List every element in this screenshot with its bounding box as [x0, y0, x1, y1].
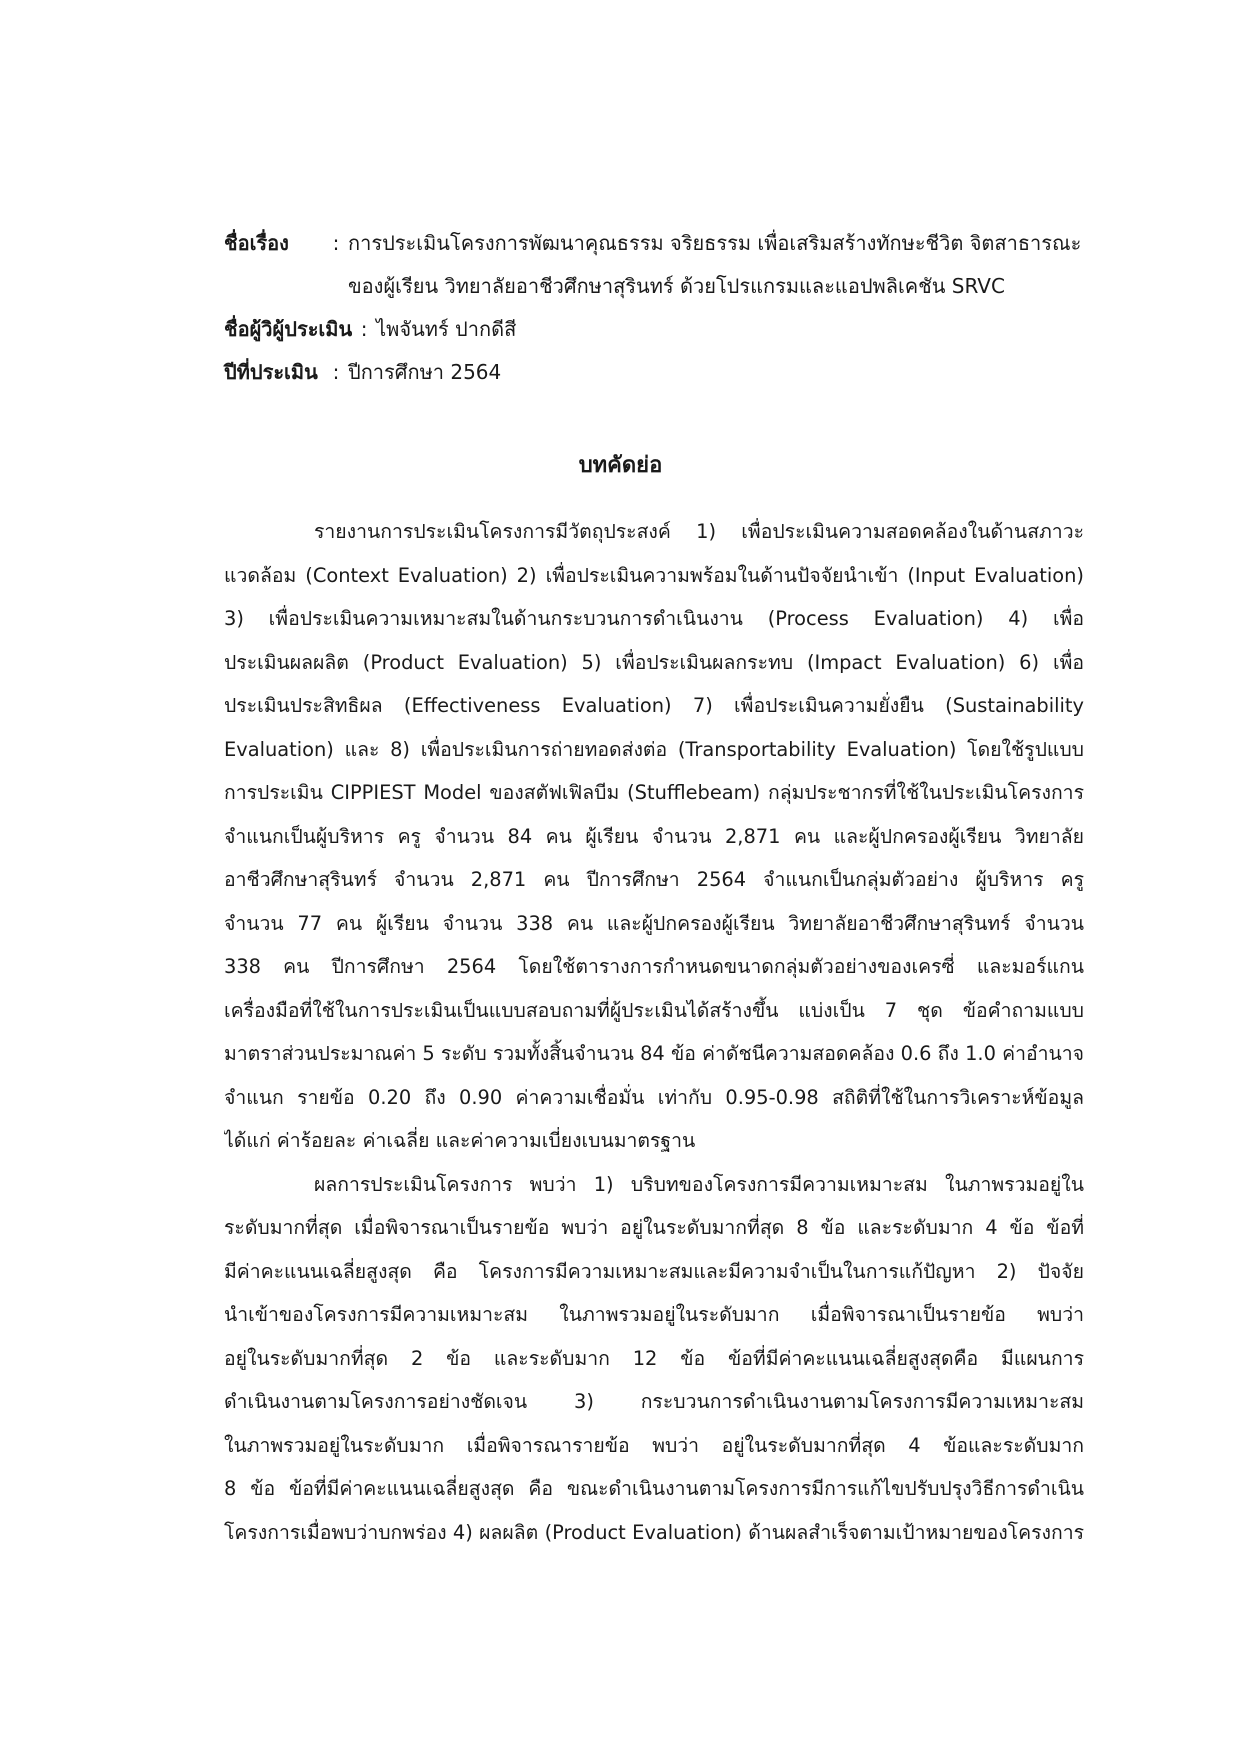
paragraph-line: 338 คน ปีการศึกษา 2564 โดยใช้ตารางการกำหนดขนาดกลุ่มตัวอย่างของเครซี่ และมอร์แกน [224, 955, 1084, 978]
paragraph-line: มาตราส่วนประมาณค่า 5 ระดับ รวมทั้งสิ้นจำนวน 84 ข้อ ค่าดัชนีความสอดคล้อง 0.6 ถึง 1.0 ค่าอำนาจ [224, 1042, 1084, 1065]
paragraph-line: ได้แก่ ค่าร้อยละ ค่าเฉลี่ย และค่าความเบี่ยงเบนมาตรฐาน [224, 1129, 696, 1152]
paragraph-1 [224, 510, 1084, 1163]
paragraph-line: มีค่าคะแนนเฉลี่ยสูงสุด คือ โครงการมีความเหมาะสมและมีความจำเป็นในการแก้ปัญหา 2) ปัจจัย [224, 1259, 1084, 1283]
year-value: ปีการศึกษา 2564 [348, 360, 502, 384]
title-line-1: การประเมินโครงการพัฒนาคุณธรรม จริยธรรม เพื่อเสริมสร้างทักษะชีวิต จิตสาธารณะ [348, 231, 1082, 255]
paragraph-2 [224, 1163, 1084, 1555]
year-row [224, 351, 1084, 394]
abstract-body [224, 510, 1084, 1554]
paragraph-line: ประเมินประสิทธิผล (Effectiveness Evaluation) 7) เพื่อประเมินความยั่งยืน (Sustainability [224, 694, 1084, 717]
paragraph-line: แวดล้อม (Context Evaluation) 2) เพื่อประเมินความพร้อมในด้านปัจจัยนำเข้า (Input Evaluation) [224, 563, 1084, 587]
title-colon: : [332, 231, 340, 255]
paragraph-line: จำแนกเป็นผู้บริหาร ครู จำนวน 84 คน ผู้เรียน จำนวน 2,871 คน และผู้ปกครองผู้เรียน วิทยาลัย [224, 824, 1084, 848]
paragraph-line: จำแนก รายข้อ 0.20 ถึง 0.90 ค่าความเชื่อมั่น เท่ากับ 0.95-0.98 สถิติที่ใช้ในการวิเคราะห์ข้อมูล [224, 1085, 1084, 1109]
paragraph-line: เครื่องมือที่ใช้ในการประเมินเป็นแบบสอบถามที่ผู้ประเมินได้สร้างขึ้น แบ่งเป็น 7 ชุด ข้อคำถามแบบ [224, 998, 1084, 1022]
paragraph-line: 3) เพื่อประเมินความเหมาะสมในด้านกระบวนการดำเนินงาน (Process Evaluation) 4) เพื่อ [224, 607, 1084, 630]
evaluator-row [224, 308, 1084, 351]
paragraph-line: ในภาพรวมอยู่ในระดับมาก เมื่อพิจารณารายข้อ พบว่า อยู่ในระดับมากที่สุด 4 ข้อและระดับมาก [224, 1433, 1084, 1457]
evaluator-colon: : [360, 317, 368, 341]
paragraph-line: Evaluation) และ 8) เพื่อประเมินการถ่ายทอดส่งต่อ (Transportability Evaluation) โดยใช้รูปแบบ [224, 737, 1084, 761]
paragraph-line: นำเข้าของโครงการมีความเหมาะสม ในภาพรวมอยู่ในระดับมาก เมื่อพิจารณาเป็นรายข้อ พบว่า [224, 1303, 1084, 1326]
paragraph-line: โครงการเมื่อพบว่าบกพร่อง 4) ผลผลิต (Product Evaluation) ด้านผลสำเร็จตามเป้าหมายของโครงการ [224, 1520, 1084, 1544]
paragraph-line: จำนวน 77 คน ผู้เรียน จำนวน 338 คน และผู้ปกครองผู้เรียน วิทยาลัยอาชีวศึกษาสุรินทร์ จำนวน [224, 911, 1084, 935]
paragraph-line: อาชีวศึกษาสุรินทร์ จำนวน 2,871 คน ปีการศึกษา 2564 จำแนกเป็นกลุ่มตัวอย่าง ผู้บริหาร ครู [224, 868, 1084, 891]
abstract-heading: บทคัดย่อ [578, 453, 663, 478]
title-label: ชื่อเรื่อง [224, 231, 289, 255]
paragraph-line: 8 ข้อ ข้อที่มีค่าคะแนนเฉลี่ยสูงสุด คือ ขณะดำเนินงานตามโครงการมีการแก้ไขปรับปรุงวิธีการดำเนิน [224, 1477, 1084, 1500]
paragraph-line: การประเมิน CIPPIEST Model ของสตัฟเฟิลบีม (Stufflebeam) กลุ่มประชากรที่ใช้ในประเมินโครงการ [224, 781, 1084, 804]
paragraph-line: อยู่ในระดับมากที่สุด 2 ข้อ และระดับมาก 12 ข้อ ข้อที่มีค่าคะแนนเฉลี่ยสูงสุดคือ มีแผนการ [224, 1346, 1084, 1370]
title-row [224, 222, 1084, 308]
paragraph-line: รายงานการประเมินโครงการมีวัตถุประสงค์ 1) เพื่อประเมินความสอดคล้องในด้านสภาวะ [314, 520, 1084, 543]
year-label: ปีที่ประเมิน [224, 360, 318, 384]
title-value [348, 222, 1084, 308]
paragraph-line: ประเมินผลผลิต (Product Evaluation) 5) เพื่อประเมินผลกระทบ (Impact Evaluation) 6) เพื่อ [224, 650, 1084, 674]
evaluator-label: ชื่อผู้วิผู้ประเมิน [224, 317, 353, 341]
document-header [224, 222, 1084, 394]
evaluator-value: ไพจันทร์ ปากดีสี [376, 317, 517, 341]
paragraph-line: ดำเนินงานตามโครงการอย่างชัดเจน 3) กระบวนการดำเนินงานตามโครงการมีความเหมาะสม [224, 1390, 1084, 1413]
title-line-2: ของผู้เรียน วิทยาลัยอาชีวศึกษาสุรินทร์ ด้วยโปรแกรมและแอปพลิเคชัน SRVC [348, 274, 1005, 298]
year-colon: : [332, 360, 340, 384]
paragraph-line: ผลการประเมินโครงการ พบว่า 1) บริบทของโครงการมีความเหมาะสม ในภาพรวมอยู่ใน [314, 1172, 1084, 1196]
paragraph-line: ระดับมากที่สุด เมื่อพิจารณาเป็นรายข้อ พบว่า อยู่ในระดับมากที่สุด 8 ข้อ และระดับมาก 4 ข้อ ข้อที่ [224, 1216, 1084, 1239]
